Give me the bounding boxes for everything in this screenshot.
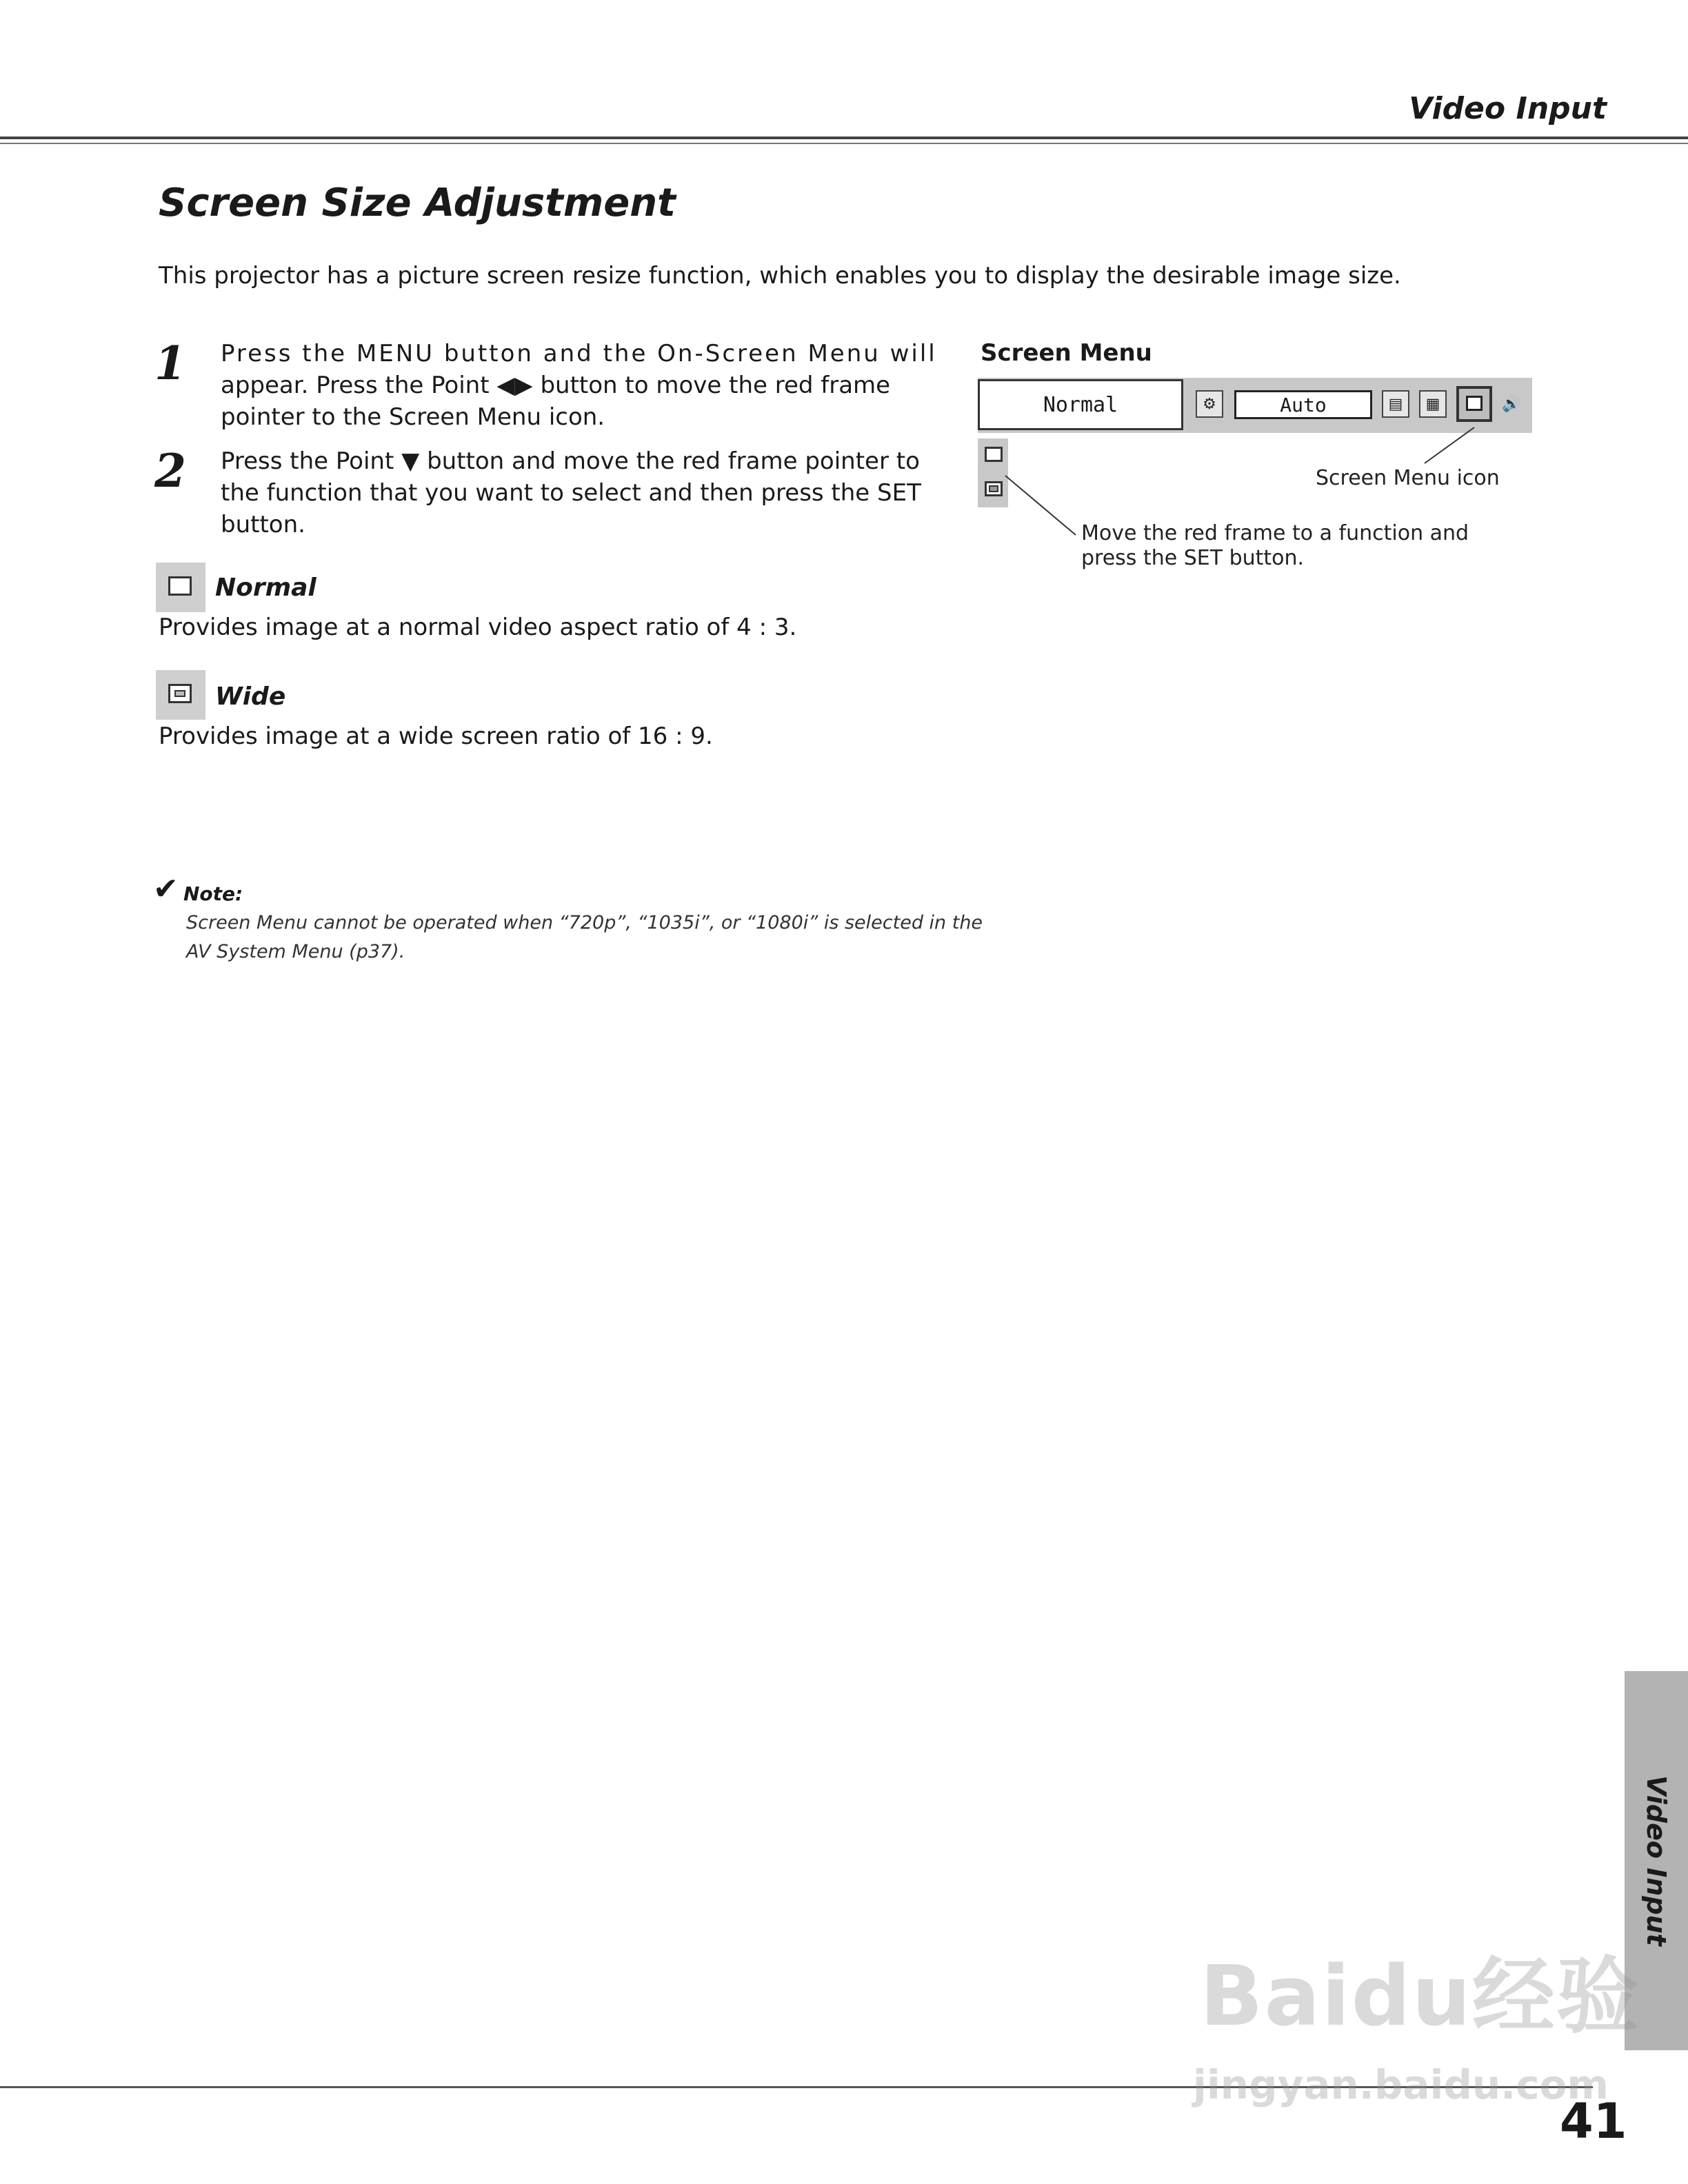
step-1-line-3: pointer to the Screen Menu icon. [221,403,605,431]
callout-move-line-2: press the SET button. [1081,546,1305,570]
page-number: 41 [1560,2093,1627,2150]
screen-wide-icon [156,670,205,720]
option-normal-description: Provides image at a normal video aspect ratio of 4 : 3. [159,614,797,641]
note-line-1: Screen Menu cannot be operated when “720p”, “1035i”, or “1080i” is selected in the [186,912,983,933]
callout-screen-menu-icon: Screen Menu icon [1316,466,1500,490]
watermark-logo: Baidu经验 [1200,1949,1640,2045]
step-1-line-1: Press the MENU button and the On-Screen Menu will [221,340,937,367]
option-wide-title: Wide [215,682,286,711]
step-1-number: 1 [154,336,186,390]
option-wide-description: Provides image at a wide screen ratio of 16 : 9. [159,722,713,750]
intro-paragraph: This projector has a picture screen resize function, which enables you to display the desirable image size. [159,262,1401,290]
header-rule-thin [0,143,1688,144]
menu-auto-display: Auto [1234,390,1372,419]
figure-title: Screen Menu [981,339,1152,367]
callout-move-red-frame [1081,521,1469,571]
note-line-2: AV System Menu (p37). [186,941,405,962]
option-normal-title: Normal [215,574,316,602]
pc-adjust-icon: ⚙ [1196,390,1223,418]
checkmark-icon: ✔ [153,871,179,907]
header-rule [0,136,1688,139]
callout-move-line-1: Move the red frame to a function and [1081,521,1469,545]
note-label: Note: [183,882,243,905]
note-text [186,909,983,967]
page-title: Screen Size Adjustment [159,181,676,225]
image-select-icon: ▤ [1382,390,1409,418]
step-2-text [221,445,921,540]
step-1-line-2: appear. Press the Point ◀▶ button to move the red frame [221,372,891,399]
image-adjust-icon: ▦ [1419,390,1447,418]
screen-normal-icon [156,563,205,612]
side-tab-label: Video Input [1641,1775,1671,1946]
step-2-number: 2 [154,444,186,498]
menu-value-display: Normal [978,379,1183,430]
watermark-url: jingyan.baidu.com [1193,2061,1609,2108]
step-2-line-2: the function that you want to select and then press the SET [221,479,921,507]
header-section-title: Video Input [1409,91,1607,126]
sound-icon: 🔊 [1502,395,1521,413]
step-2-line-3: button. [221,511,305,538]
step-2-line-1: Press the Point ▼ button and move the red frame pointer to [221,447,920,475]
step-1-text [221,338,937,433]
